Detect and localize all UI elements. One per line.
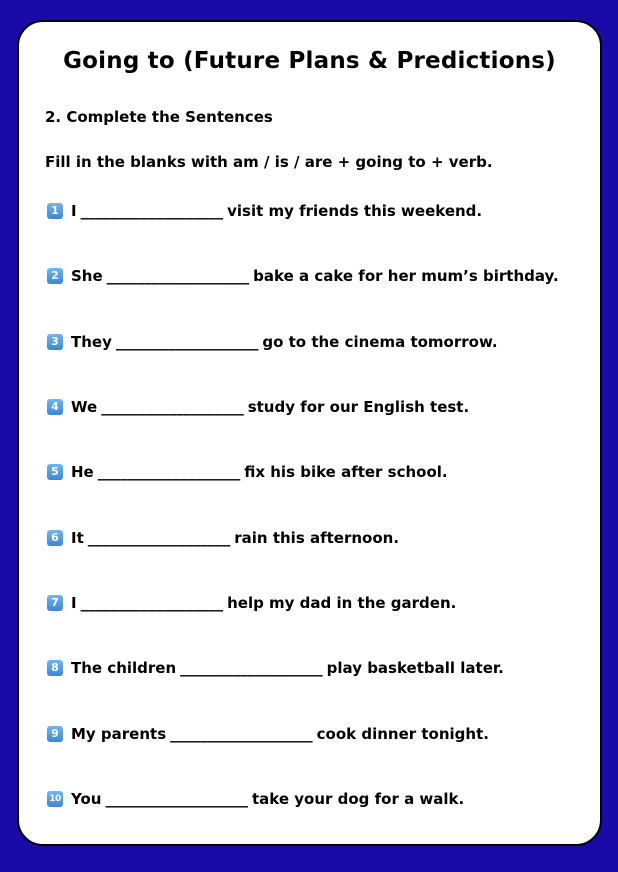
sentence-rest: go to the cinema tomorrow. bbox=[262, 333, 498, 351]
number-badge: 7 bbox=[47, 595, 63, 611]
answer-blank[interactable]: ___________________ bbox=[80, 202, 224, 220]
sentence-item bbox=[47, 332, 498, 352]
sentence-rest: help my dad in the garden. bbox=[227, 594, 457, 612]
number-badge: 9 bbox=[47, 726, 63, 742]
sentence-item bbox=[47, 593, 456, 613]
sentence-rest: rain this afternoon. bbox=[234, 529, 400, 547]
answer-blank[interactable]: ___________________ bbox=[170, 725, 313, 743]
number-badge: 10 bbox=[47, 791, 63, 807]
answer-blank[interactable]: ___________________ bbox=[87, 529, 231, 547]
sentence-subject: I bbox=[71, 594, 77, 612]
worksheet-card bbox=[17, 20, 602, 846]
number-badge: 5 bbox=[47, 464, 63, 480]
answer-blank[interactable]: ___________________ bbox=[105, 790, 248, 808]
number-badge: 1 bbox=[47, 203, 63, 219]
sentence-subject: I bbox=[71, 202, 77, 220]
sentence-subject: You bbox=[71, 790, 102, 808]
sentence-item bbox=[47, 397, 469, 417]
number-badge: 6 bbox=[47, 530, 63, 546]
number-badge: 8 bbox=[47, 660, 63, 676]
number-badge: 3 bbox=[47, 334, 63, 350]
answer-blank[interactable]: ___________________ bbox=[115, 333, 259, 351]
sentence-rest: study for our English test. bbox=[247, 398, 470, 416]
sentence-item bbox=[47, 201, 482, 221]
sentence-item bbox=[47, 789, 464, 809]
sentence-item bbox=[47, 462, 448, 482]
sentence-rest: fix his bike after school. bbox=[244, 463, 448, 481]
sentence-rest: play basketball later. bbox=[326, 659, 504, 677]
sentence-subject: He bbox=[71, 463, 94, 481]
answer-blank[interactable]: ___________________ bbox=[101, 398, 244, 416]
sentence-subject: She bbox=[71, 267, 103, 285]
worksheet-title: Going to (Future Plans & Predictions) bbox=[63, 48, 556, 74]
number-badge: 4 bbox=[47, 399, 63, 415]
sentence-item bbox=[47, 658, 504, 678]
sentence-item bbox=[47, 528, 399, 548]
number-badge: 2 bbox=[47, 268, 63, 284]
sentence-rest: bake a cake for her mum’s birthday. bbox=[253, 267, 559, 285]
section-heading: 2. Complete the Sentences bbox=[45, 108, 273, 126]
sentence-subject: It bbox=[71, 529, 84, 547]
answer-blank[interactable]: ___________________ bbox=[80, 594, 224, 612]
sentence-rest: take your dog for a walk. bbox=[251, 790, 465, 808]
answer-blank[interactable]: ___________________ bbox=[106, 267, 250, 285]
sentence-subject: They bbox=[71, 333, 112, 351]
sentence-rest: visit my friends this weekend. bbox=[227, 202, 483, 220]
sentence-item bbox=[47, 266, 559, 286]
sentence-item bbox=[47, 724, 489, 744]
answer-blank[interactable]: ___________________ bbox=[97, 463, 241, 481]
answer-blank[interactable]: ___________________ bbox=[180, 659, 323, 677]
sentence-subject: We bbox=[71, 398, 98, 416]
sentence-subject: My parents bbox=[71, 725, 167, 743]
sentence-subject: The children bbox=[71, 659, 177, 677]
sentence-rest: cook dinner tonight. bbox=[316, 725, 489, 743]
instruction-text: Fill in the blanks with am / is / are + going to + verb. bbox=[45, 153, 493, 171]
